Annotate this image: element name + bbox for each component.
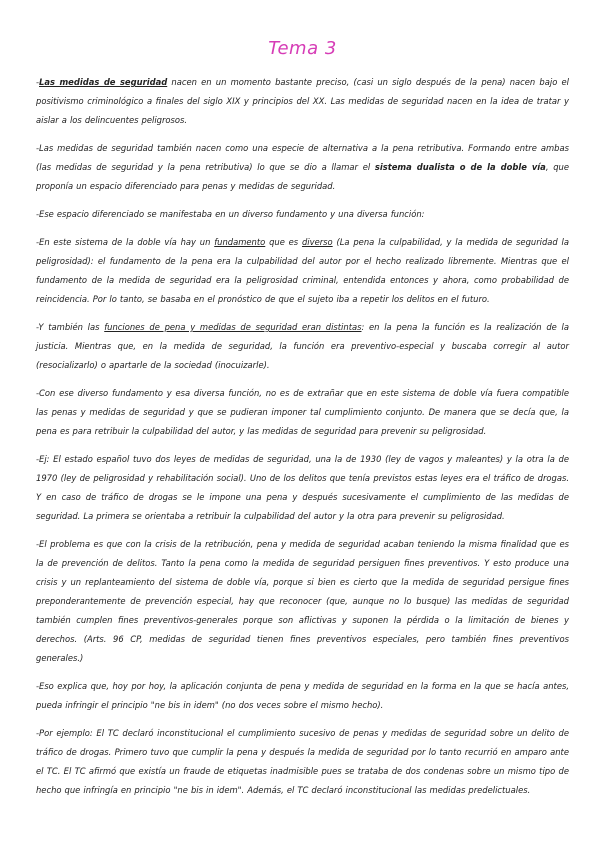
emphasized-text: sistema dualista o de la doble vía	[374, 162, 546, 172]
paragraph	[36, 318, 569, 375]
emphasized-text: funciones de pena y medidas de seguridad eran distintas	[104, 322, 362, 332]
paragraph-text: nacen en un momento bastante preciso, (casi un siglo después de la pena) nacen bajo el positivismo criminológico a finales del siglo XIX y principios del XX. Las medidas de seguridad nacen en la idea de tratar y aislar a los delincuentes peligrosos.	[36, 77, 570, 125]
paragraph-text: -Con ese diverso fundamento y esa diversa función, no es de extrañar que en este sistema de doble vía fuera compatible las penas y medidas de seguridad y que se pudieran imponer tal cumplimiento conjunto. De manera que se decía que, la pena es para retribuir la culpabilidad del autor, y las medidas de seguridad para prevenir su peligrosidad.	[36, 388, 569, 436]
paragraph-text: -Eso explica que, hoy por hoy, la aplicación conjunta de pena y medida de seguridad en la forma en la que se hacía antes, pueda infringir el principio "ne bis in idem" (no dos veces sobre el mismo hecho).	[36, 681, 569, 710]
page-title: Tema 3	[268, 38, 337, 59]
paragraph-text: -Y también las	[36, 322, 105, 332]
paragraph-text: -Ese espacio diferenciado se manifestaba en un diverso fundamento y una diversa función:	[36, 209, 425, 219]
paragraph	[36, 724, 569, 800]
paragraph-text: , que proponía un espacio diferenciado para penas y medidas de seguridad.	[36, 162, 569, 191]
paragraph-text: (La pena la culpabilidad, y la medida de seguridad la peligrosidad): el fundamento de la pena era la culpabilidad del autor por el hecho realizado libremente. Mientras que el fundamento de la medida de seguridad era la peligrosidad criminal, entendida entonces y ahora, como probabilidad de reincidencia. Por lo tanto, se basaba en el pronóstico de que el sujeto iba a repetir los delitos en el futuro.	[36, 237, 570, 304]
paragraph-text: que es	[265, 237, 302, 247]
document-body	[36, 73, 569, 800]
paragraph	[36, 535, 569, 668]
paragraph-text: : en la pena la función es la realización de la justicia. Mientras que, en la medida de seguridad, la función era preventivo-especial y buscaba corregir al autor (resocializarlo) o apartarle de la sociedad (inocuizarle).	[36, 322, 569, 370]
paragraph-text: -Las medidas de seguridad también nacen como una especie de alternativa a la pena retributiva. Formando entre ambas (las medidas de seguridad y la pena retributiva) lo que se dio a llamar el	[36, 143, 569, 172]
paragraph-text: -Por ejemplo: El TC declaró inconstitucional el cumplimiento sucesivo de penas y medidas de seguridad sobre un delito de tráfico de drogas. Primero tuvo que cumplir la pena y después la medida de seguridad por lo tanto recurrió en amparo ante el TC. El TC afirmó que existía un fraude de etiquetas inadmisible pues se trataba de dos condenas sobre un mismo tipo de hecho que infringía en principio "ne bis in idem". Además, el TC declaró inconstitucional las medidas predelictuales.	[36, 728, 569, 795]
emphasized-text: fundamento	[214, 237, 266, 247]
emphasized-text: Las medidas de seguridad	[39, 77, 168, 87]
paragraph	[36, 677, 569, 715]
paragraph-text: -El problema es que con la crisis de la retribución, pena y medida de seguridad acaban teniendo la misma finalidad que es la de prevención de delitos. Tanto la pena como la medida de seguridad persiguen fines preventivos. Y esto produce una crisis y un replanteamiento del sistema de doble vía, porque si bien es cierto que la medida de seguridad persigue fines preponderantemente de prevención especial, hay que reconocer (que, aunque no lo busque) las medidas de seguridad también cumplen fines preventivos-generales porque son aflictivas y suponen la pérdida o la limitación de bienes y derechos. (Arts. 96 CP, medidas de seguridad tienen fines preventivos especiales, pero también fines preventivos generales.)	[36, 539, 569, 663]
paragraph-text: -En este sistema de la doble vía hay un	[36, 237, 215, 247]
paragraph	[36, 450, 569, 526]
emphasized-text: diverso	[301, 237, 333, 247]
paragraph-text: -Ej: El estado español tuvo dos leyes de medidas de seguridad, una la de 1930 (ley de vagos y maleantes) y la otra la de 1970 (ley de peligrosidad y rehabilitación social). Uno de los delitos que tenía previstos estas leyes era el tráfico de drogas. Y en caso de tráfico de drogas se le impone una pena y después sucesivamente el cumplimiento de las medidas de seguridad. La primera se orientaba a retribuir la culpabilidad del autor y la otra para prevenir su peligrosidad.	[36, 454, 569, 521]
paragraph	[36, 233, 569, 309]
paragraph-text: -	[36, 77, 40, 87]
paragraph	[36, 205, 569, 224]
paragraph	[36, 139, 569, 196]
paragraph	[36, 73, 569, 130]
paragraph	[36, 384, 569, 441]
